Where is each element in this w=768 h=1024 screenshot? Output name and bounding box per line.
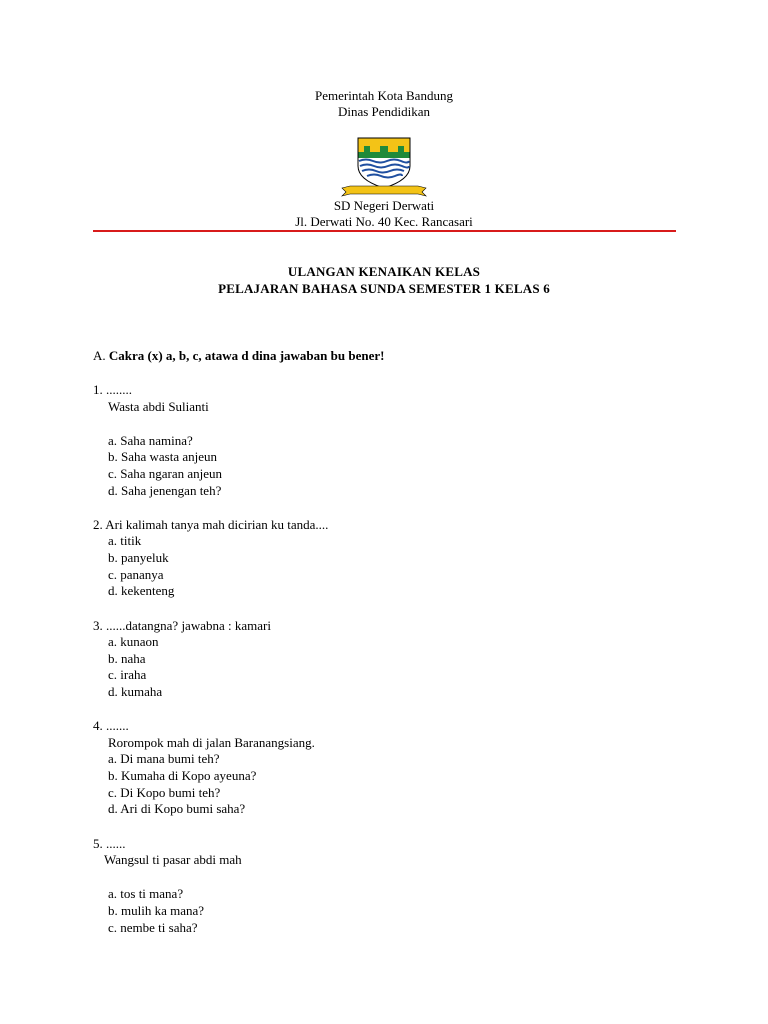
option-a[interactable]: a. tos ti mana? bbox=[108, 886, 184, 901]
question-stem: ....... bbox=[106, 718, 129, 733]
option-d[interactable]: d. kumaha bbox=[108, 684, 163, 699]
header-divider bbox=[93, 230, 676, 232]
section-instruction bbox=[93, 348, 384, 364]
option-a[interactable]: a. Saha namina? bbox=[108, 433, 193, 448]
option-a[interactable]: a. kunaon bbox=[108, 634, 159, 649]
option-b[interactable]: b. mulih ka mana? bbox=[108, 903, 205, 918]
question-stem: ........ bbox=[106, 382, 132, 397]
question-number: 1. bbox=[93, 382, 103, 397]
question-3 bbox=[93, 618, 271, 634]
option-d[interactable]: d. Ari di Kopo bumi saha? bbox=[108, 801, 246, 816]
option-b[interactable]: b. Saha wasta anjeun bbox=[108, 449, 218, 464]
option-b[interactable]: b. naha bbox=[108, 651, 146, 666]
department-name: Dinas Pendidikan bbox=[337, 104, 431, 119]
question-stem: Ari kalimah tanya mah dicirian ku tanda.... bbox=[105, 517, 329, 532]
question-context: Wangsul ti pasar abdi mah bbox=[104, 852, 242, 867]
option-c[interactable]: c. Saha ngaran anjeun bbox=[108, 466, 223, 481]
question-number: 2. bbox=[93, 517, 103, 532]
question-number: 4. bbox=[93, 718, 103, 733]
school-name: SD Negeri Derwati bbox=[333, 198, 435, 213]
bandung-coat-of-arms-logo bbox=[336, 136, 432, 198]
section-instruction-text: Cakra (x) a, b, c, atawa d dina jawaban bu bener! bbox=[108, 348, 385, 363]
question-1 bbox=[93, 382, 132, 398]
option-c[interactable]: c. iraha bbox=[108, 667, 147, 682]
question-stem: ...... bbox=[106, 836, 126, 851]
question-context: Rorompok mah di jalan Baranangsiang. bbox=[108, 735, 315, 750]
exam-title: ULANGAN KENAIKAN KELAS bbox=[287, 264, 481, 279]
exam-subtitle: PELAJARAN BAHASA SUNDA SEMESTER 1 KELAS 6 bbox=[218, 281, 550, 296]
option-d[interactable]: d. kekenteng bbox=[108, 583, 175, 598]
question-context: Wasta abdi Sulianti bbox=[108, 399, 209, 414]
question-number: 3. bbox=[93, 618, 103, 633]
option-a[interactable]: a. titik bbox=[108, 533, 142, 548]
option-c[interactable]: c. nembe ti saha? bbox=[108, 920, 198, 935]
option-a[interactable]: a. Di mana bumi teh? bbox=[108, 751, 220, 766]
question-5 bbox=[93, 836, 126, 852]
section-letter: A. bbox=[93, 348, 106, 363]
school-address: Jl. Derwati No. 40 Kec. Rancasari bbox=[295, 214, 473, 229]
government-name: Pemerintah Kota Bandung bbox=[315, 88, 453, 103]
option-c[interactable]: c. pananya bbox=[108, 567, 164, 582]
option-b[interactable]: b. Kumaha di Kopo ayeuna? bbox=[108, 768, 257, 783]
question-4 bbox=[93, 718, 129, 734]
question-number: 5. bbox=[93, 836, 103, 851]
question-2 bbox=[93, 517, 328, 533]
option-d[interactable]: d. Saha jenengan teh? bbox=[108, 483, 222, 498]
question-stem: ......datangna? jawabna : kamari bbox=[106, 618, 271, 633]
option-c[interactable]: c. Di Kopo bumi teh? bbox=[108, 785, 221, 800]
option-b[interactable]: b. panyeluk bbox=[108, 550, 169, 565]
